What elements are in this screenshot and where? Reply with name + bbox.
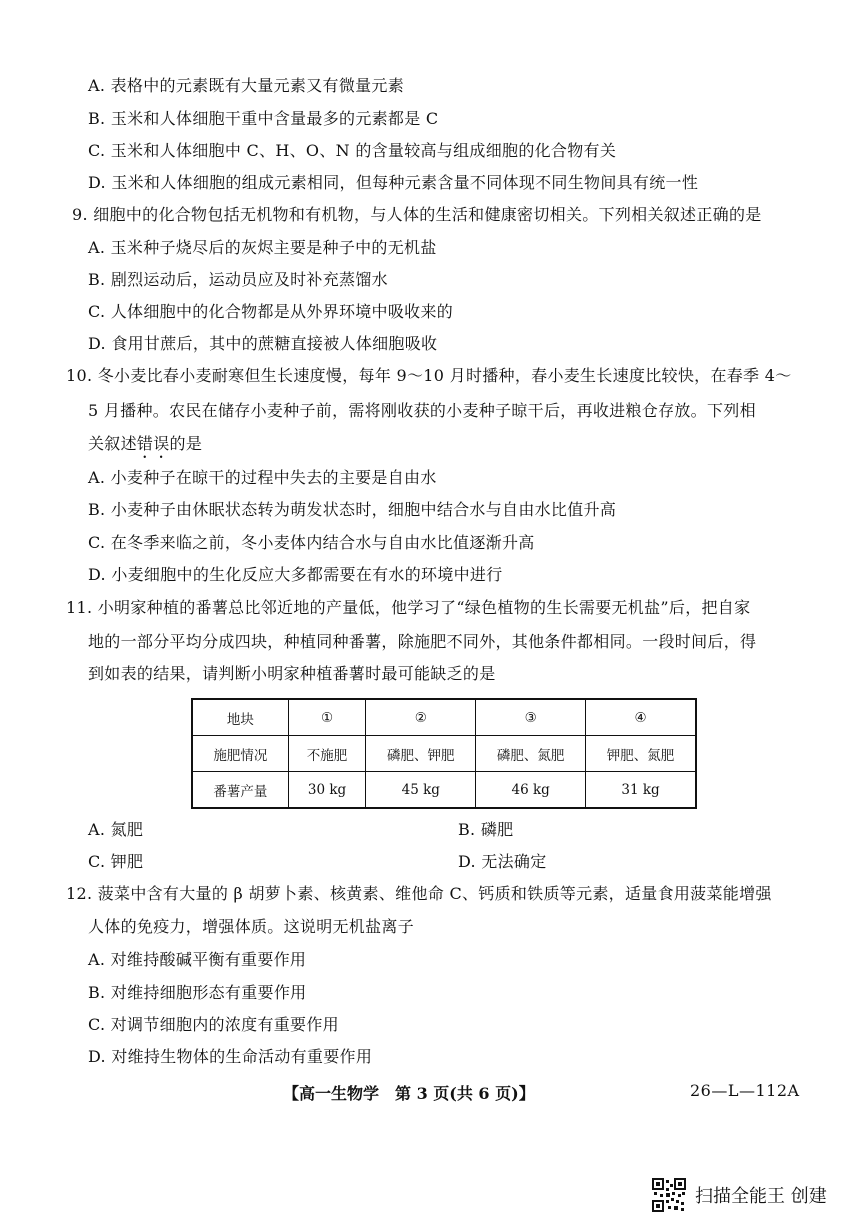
table-cell: ③ (476, 699, 586, 736)
q9-option-d: D. 食用甘蔗后，其中的蔗糖直接被人体细胞吸收 (88, 334, 438, 353)
q10-stem-post: 的是 (169, 434, 203, 453)
q10-stem-line1: 10. 冬小麦比春小麦耐寒但生长速度慢，每年 9～10 月时播种，春小麦生长速度比较快，在春季 4～ (66, 366, 792, 385)
table-cell: ② (366, 699, 476, 736)
table-row (192, 772, 696, 809)
fertilizer-yield-table (191, 698, 697, 809)
q10-option-a: A. 小麦种子在晾干的过程中失去的主要是自由水 (88, 468, 437, 487)
table-cell: 施肥情况 (192, 736, 288, 772)
q11-option-a: A. 氮肥 (88, 820, 144, 839)
q9-stem: 9. 细胞中的化合物包括无机物和有机物，与人体的生活和健康密切相关。下列相关叙述正确的是 (72, 205, 762, 224)
table-cell: ④ (586, 699, 696, 736)
table-cell: 46 kg (476, 772, 586, 809)
page-footer-code: 26—L—112A (690, 1081, 800, 1100)
table-cell: 地块 (192, 699, 288, 736)
q10-option-c: C. 在冬季来临之前，冬小麦体内结合水与自由水比值逐渐升高 (88, 533, 535, 552)
q10-stem-line3 (88, 434, 202, 462)
scanner-watermark-text: 扫描全能王 创建 (695, 1186, 827, 1207)
q12-option-b: B. 对维持细胞形态有重要作用 (88, 983, 307, 1002)
q10-stem-pre: 关叙述 (88, 434, 137, 453)
q11-stem-line2: 地的一部分平均分成四块，种植同种番薯，除施肥不同外，其他条件都相同。一段时间后，得 (88, 632, 757, 651)
q10-option-b: B. 小麦种子由休眠状态转为萌发状态时，细胞中结合水与自由水比值升高 (88, 500, 617, 519)
q8-option-b: B. 玉米和人体细胞干重中含量最多的元素都是 C (88, 109, 439, 128)
table-cell: 钾肥、氮肥 (586, 736, 696, 772)
q12-stem-line1: 12. 菠菜中含有大量的 β 胡萝卜素、核黄素、维他命 C、钙质和铁质等元素，适量食用菠菜能增强 (66, 884, 772, 903)
table-cell: 31 kg (586, 772, 696, 809)
q8-option-c: C. 玉米和人体细胞中 C、H、O、N 的含量较高与组成细胞的化合物有关 (88, 141, 617, 160)
table-cell: 不施肥 (288, 736, 366, 772)
table-cell: 番薯产量 (192, 772, 288, 809)
q9-option-a: A. 玉米种子烧尽后的灰烬主要是种子中的无机盐 (88, 238, 437, 257)
page-footer-label: 【高一生物学 第 3 页(共 6 页)】 (283, 1084, 535, 1103)
q12-option-c: C. 对调节细胞内的浓度有重要作用 (88, 1015, 339, 1034)
q11-option-c: C. 钾肥 (88, 852, 144, 871)
q11-option-d: D. 无法确定 (458, 852, 547, 871)
q11-stem-line3: 到如表的结果，请判断小明家种植番薯时最可能缺乏的是 (88, 664, 496, 683)
q11-option-b: B. 磷肥 (458, 820, 514, 839)
q10-stem-emphasis: 错误 (136, 434, 170, 453)
q12-option-d: D. 对维持生物体的生命活动有重要作用 (88, 1047, 373, 1066)
q12-option-a: A. 对维持酸碱平衡有重要作用 (88, 950, 307, 969)
q12-stem-line2: 人体的免疫力，增强体质。这说明无机盐离子 (88, 917, 415, 936)
table-cell: ① (288, 699, 366, 736)
table-cell: 30 kg (288, 772, 366, 809)
table-cell: 磷肥、钾肥 (366, 736, 476, 772)
qr-code-icon (652, 1178, 686, 1212)
table-row (192, 699, 696, 736)
q10-option-d: D. 小麦细胞中的生化反应大多都需要在有水的环境中进行 (88, 565, 503, 584)
table-cell: 45 kg (366, 772, 476, 809)
q8-option-a: A. 表格中的元素既有大量元素又有微量元素 (88, 76, 405, 95)
q11-stem-line1: 11. 小明家种植的番薯总比邻近地的产量低，他学习了“绿色植物的生长需要无机盐”后，把自家 (66, 598, 751, 617)
q8-option-d: D. 玉米和人体细胞的组成元素相同，但每种元素含量不同体现不同生物间具有统一性 (88, 173, 699, 192)
table-cell: 磷肥、氮肥 (476, 736, 586, 772)
q9-option-c: C. 人体细胞中的化合物都是从外界环境中吸收来的 (88, 302, 454, 321)
q9-option-b: B. 剧烈运动后，运动员应及时补充蒸馏水 (88, 270, 388, 289)
table-row (192, 736, 696, 772)
q10-stem-line2: 5 月播种。农民在储存小麦种子前，需将刚收获的小麦种子晾干后，再收进粮仓存放。下列相 (88, 401, 756, 420)
